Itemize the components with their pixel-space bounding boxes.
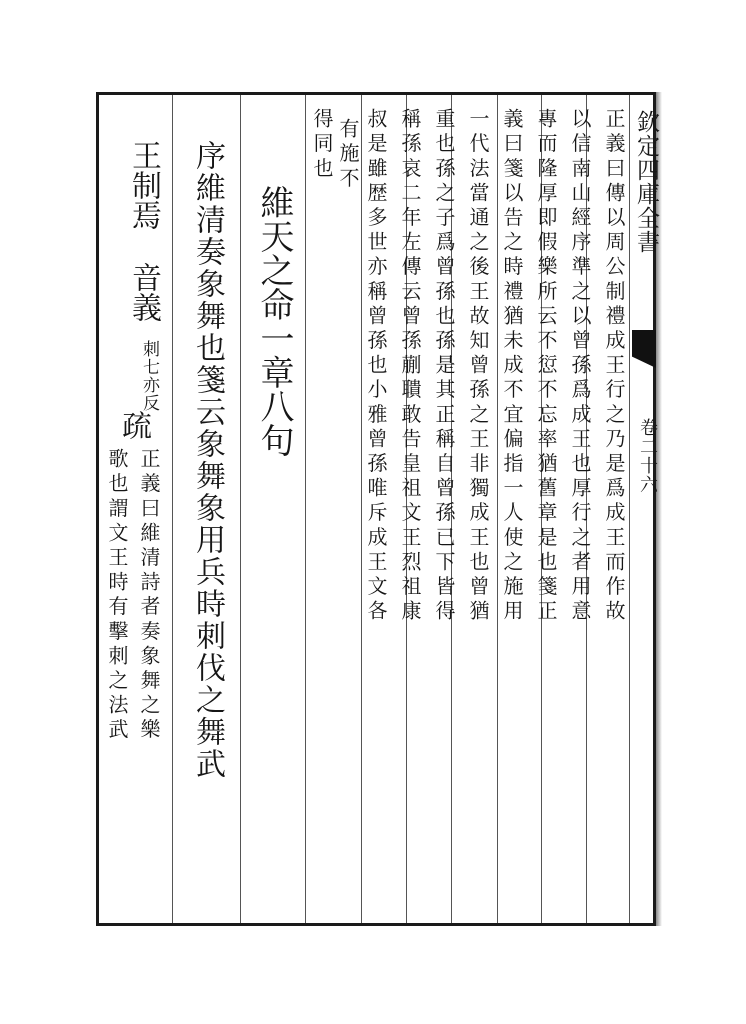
text-column-1: 正義曰傳以周公制禮成王行之乃是爲成王而作故 (602, 108, 626, 625)
text-column-10: 得同也 (310, 108, 334, 182)
text-column-9: 有施不 (336, 118, 360, 192)
shu-text: 正義曰維清詩者奏象舞之樂 (137, 448, 161, 744)
column-rule (497, 95, 498, 923)
column-rule (240, 95, 241, 923)
book-title: 欽定四庫全書 (633, 110, 659, 254)
text-column-3: 專而隆厚即假樂所云不愆不忘率猶舊章是也箋正 (534, 108, 558, 625)
text-column-5: 一代法當通之後王故知曾孫之王非獨成王也曾猶 (466, 108, 490, 625)
shu-label: 疏 (116, 410, 151, 440)
text-column-4: 義曰箋以告之時禮猶未成不宜偏指一人使之施用 (500, 108, 524, 625)
column-rule (361, 95, 362, 923)
juan-label: 卷二十六 (637, 418, 658, 494)
text-column-8: 叔是雖歴多世亦稱曾孫也小雅曾孫唯斥成王文各 (364, 108, 388, 625)
column-rule (172, 95, 173, 923)
preface-column: 序維清奏象舞也箋云象舞象用兵時刺伐之舞武 (190, 140, 225, 780)
column-rule (305, 95, 306, 923)
text-column-7: 稱孫哀二年左傳云曾孫蒯聵敢告皇祖文王烈祖康 (398, 108, 422, 625)
text-column-2: 以信南山經序準之以曾孫爲成王也厚行之者用意 (568, 108, 592, 625)
yin-yi-note: 刺七亦反 (139, 340, 159, 412)
yin-yi-label: 音義 (126, 262, 161, 322)
text-column-6: 重也孫之子爲曾孫也孫是其正稱自曾孫已下皆得 (432, 108, 456, 625)
text-column-last: 歌也謂文王時有擊刺之法武 (105, 448, 129, 744)
wang-zhi-yan: 王制焉 (126, 140, 161, 230)
chapter-heading: 維天之命一章八句 (254, 185, 294, 457)
